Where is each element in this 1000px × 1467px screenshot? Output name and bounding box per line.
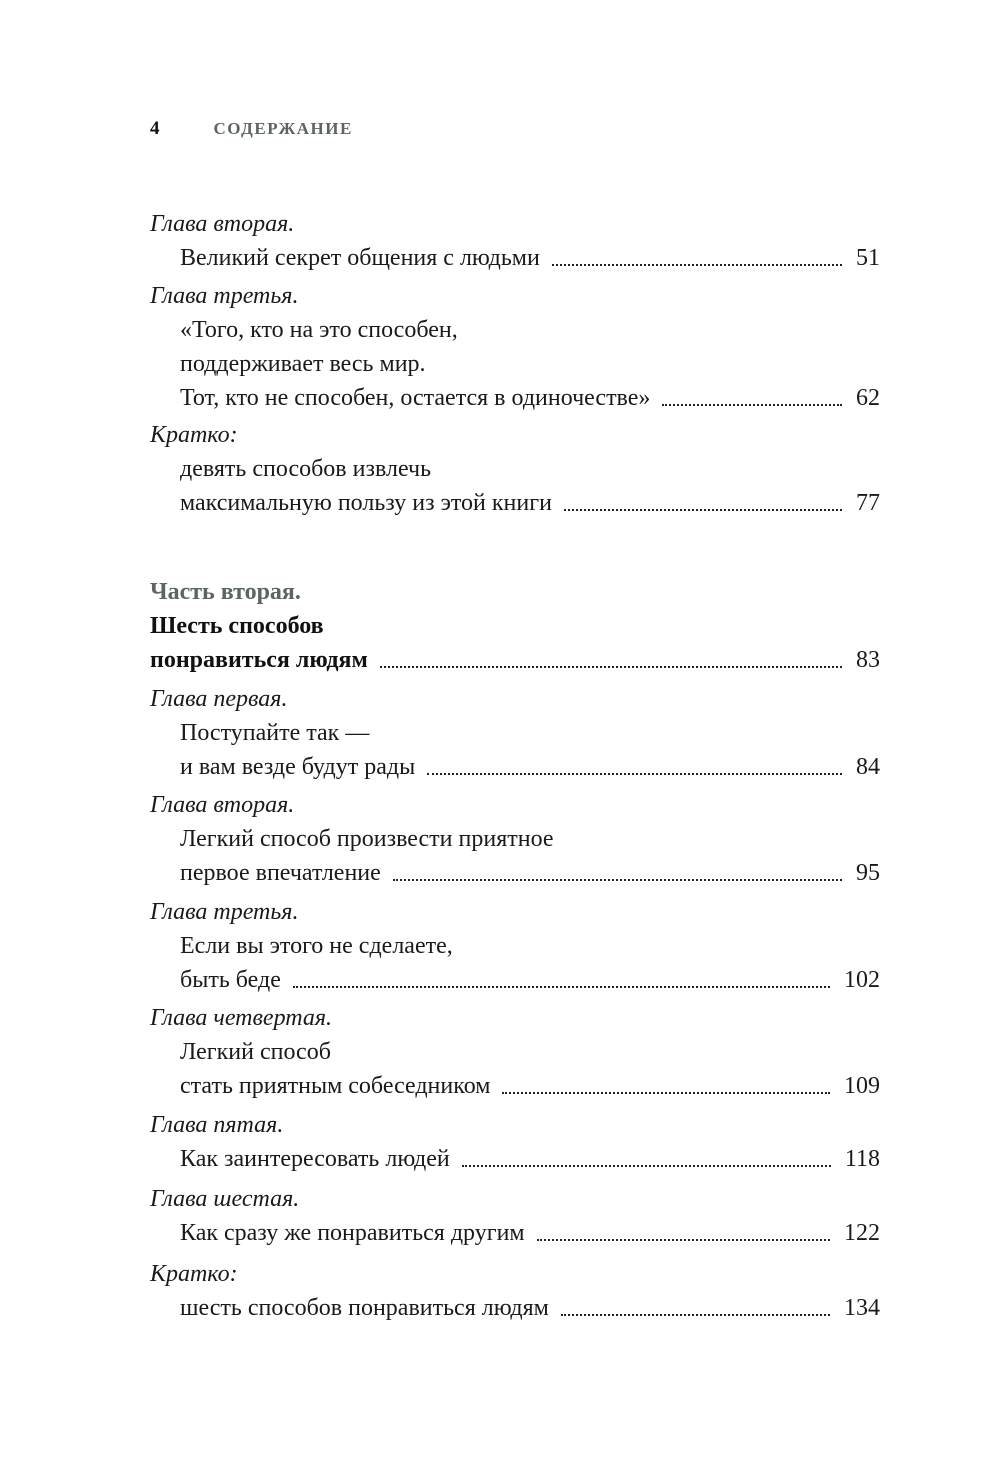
- toc-entry[interactable]: [150, 1001, 880, 1103]
- chapter-label: Глава вторая.: [150, 792, 295, 818]
- page-ref: 62: [856, 385, 880, 411]
- dot-leader: [293, 985, 830, 988]
- chapter-title: Великий секрет общения с людьми: [180, 245, 540, 271]
- chapter-title: Как сразу же понравиться другим: [180, 1220, 525, 1246]
- chapter-title-line: Поступайте так —: [180, 720, 370, 746]
- page-ref: 83: [856, 647, 880, 673]
- toc-entry[interactable]: [150, 788, 880, 890]
- summary-label: Кратко:: [150, 422, 238, 448]
- part-last-line: [150, 643, 880, 677]
- toc-last-line: [150, 241, 880, 275]
- toc-entry[interactable]: [150, 895, 880, 997]
- toc-last-line: [150, 381, 880, 415]
- toc-last-line: [150, 486, 880, 520]
- page-number: 4: [150, 118, 160, 139]
- part-title-line: Шесть способов: [150, 613, 324, 639]
- page-ref: 109: [844, 1073, 880, 1099]
- toc-entry[interactable]: [150, 1108, 880, 1176]
- toc-last-line: [150, 856, 880, 890]
- chapter-title-line: Легкий способ произвести приятное: [180, 826, 554, 852]
- dot-leader: [537, 1238, 830, 1241]
- page-ref: 122: [844, 1220, 880, 1246]
- part-heading[interactable]: [150, 575, 880, 677]
- dot-leader: [502, 1091, 830, 1094]
- chapter-label: Глава третья.: [150, 899, 299, 925]
- page-ref: 77: [856, 490, 880, 516]
- dot-leader: [662, 403, 842, 406]
- dot-leader: [427, 772, 842, 775]
- toc-entry[interactable]: [150, 279, 880, 415]
- chapter-label: Глава пятая.: [150, 1112, 284, 1138]
- toc-last-line: [150, 1069, 880, 1103]
- dot-leader: [380, 665, 842, 668]
- chapter-title: Тот, кто не способен, остается в одиночестве»: [180, 385, 651, 411]
- toc-entry[interactable]: [150, 682, 880, 784]
- chapter-title: Как заинтересовать людей: [180, 1146, 450, 1172]
- chapter-label: Глава третья.: [150, 283, 299, 309]
- page-ref: 102: [844, 967, 880, 993]
- toc-entry[interactable]: [150, 1257, 880, 1325]
- chapter-label: Глава четвертая.: [150, 1005, 333, 1031]
- page-ref: 134: [844, 1295, 880, 1321]
- toc-entry[interactable]: [150, 1182, 880, 1250]
- chapter-title-line: Если вы этого не сделаете,: [180, 933, 453, 959]
- toc-last-line: [150, 1142, 880, 1176]
- part-title: понравиться людям: [150, 647, 368, 673]
- toc-last-line: [150, 963, 880, 997]
- toc-last-line: [150, 1216, 880, 1250]
- chapter-title: максимальную пользу из этой книги: [180, 490, 552, 516]
- chapter-title-line: девять способов извлечь: [180, 456, 432, 482]
- page-header: [150, 116, 353, 142]
- chapter-title-line: «Того, кто на это способен,: [180, 317, 458, 343]
- chapter-title-line: Легкий способ: [180, 1039, 331, 1065]
- chapter-title: шесть способов понравиться людям: [180, 1295, 549, 1321]
- page-ref: 84: [856, 754, 880, 780]
- summary-label: Кратко:: [150, 1261, 238, 1287]
- dot-leader: [564, 508, 842, 511]
- page-ref: 95: [856, 860, 880, 886]
- dot-leader: [462, 1164, 831, 1167]
- part-label: Часть вторая.: [150, 579, 301, 605]
- dot-leader: [561, 1313, 830, 1316]
- chapter-label: Глава шестая.: [150, 1186, 300, 1212]
- chapter-label: Глава вторая.: [150, 211, 295, 237]
- toc-last-line: [150, 750, 880, 784]
- toc-last-line: [150, 1291, 880, 1325]
- chapter-title-line: поддерживает весь мир.: [180, 351, 426, 377]
- running-head: СОДЕРЖАНИЕ: [213, 119, 353, 138]
- dot-leader: [552, 263, 842, 266]
- toc-entry[interactable]: [150, 207, 880, 275]
- page-ref: 51: [856, 245, 880, 271]
- chapter-title: первое впечатление: [180, 860, 381, 886]
- chapter-title: стать приятным собеседником: [180, 1073, 491, 1099]
- page-ref: 118: [844, 1146, 880, 1172]
- toc-entry[interactable]: [150, 418, 880, 520]
- dot-leader: [393, 878, 842, 881]
- chapter-title: быть беде: [180, 967, 281, 993]
- chapter-title: и вам везде будут рады: [180, 754, 416, 780]
- chapter-label: Глава первая.: [150, 686, 288, 712]
